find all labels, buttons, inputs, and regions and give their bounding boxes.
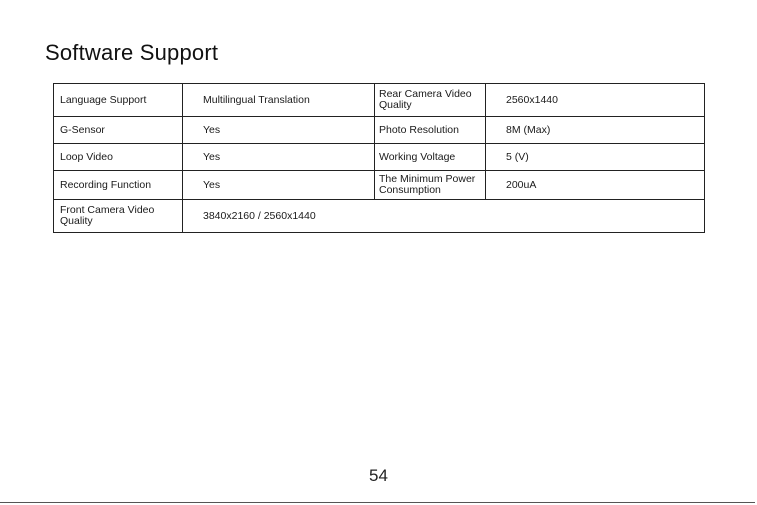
table-cell-label: Loop Video [54, 144, 183, 171]
table-cell-label: Language Support [54, 84, 183, 117]
table-cell-label: Front Camera Video Quality [54, 200, 183, 233]
spec-table [53, 83, 705, 233]
table-cell-label: Rear Camera Video Quality [375, 84, 486, 117]
page-number: 54 [369, 466, 388, 485]
table-cell-value: Yes [183, 144, 375, 171]
table-cell-value: Yes [183, 171, 375, 200]
table-cell-value: 2560x1440 [486, 84, 705, 117]
table-cell-label: Photo Resolution [375, 117, 486, 144]
table-row [54, 200, 705, 233]
table-row [54, 144, 705, 171]
table-cell-value: 200uA [486, 171, 705, 200]
table-cell-label: The Minimum Power Consumption [375, 171, 486, 200]
table-cell-value: 3840x2160 / 2560x1440 [183, 200, 705, 233]
bottom-divider [0, 502, 755, 503]
table-row [54, 117, 705, 144]
table-cell-value: 5 (V) [486, 144, 705, 171]
table-cell-value: Yes [183, 117, 375, 144]
table-cell-label: Working Voltage [375, 144, 486, 171]
table-row [54, 171, 705, 200]
table-row [54, 84, 705, 117]
table-cell-value: Multilingual Translation [183, 84, 375, 117]
table-cell-label: Recording Function [54, 171, 183, 200]
table-cell-value: 8M (Max) [486, 117, 705, 144]
page-title: Software Support [45, 40, 219, 65]
table-cell-label: G-Sensor [54, 117, 183, 144]
